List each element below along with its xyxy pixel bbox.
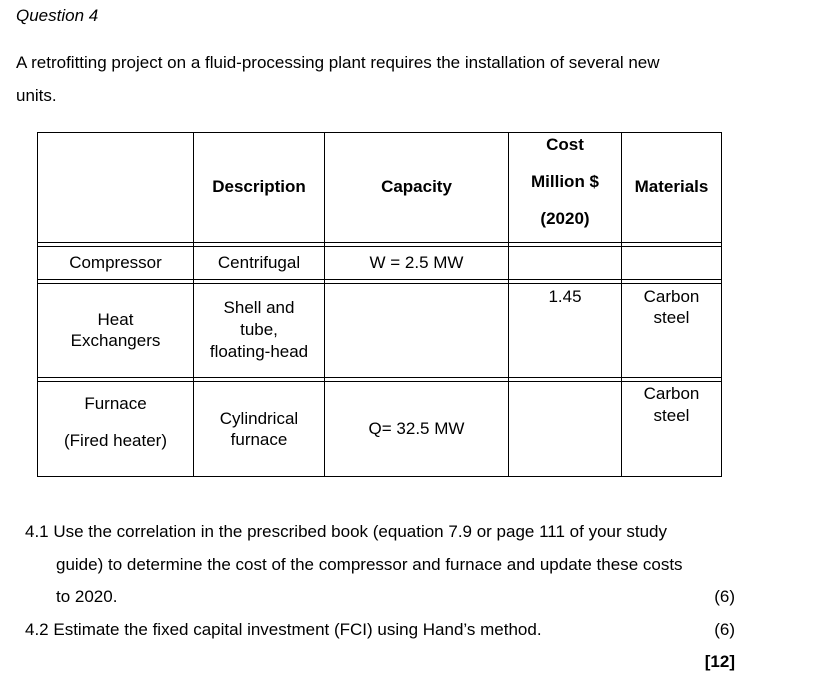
question-4-1-line2: guide) to determine the cost of the compressor and furnace and update these costs xyxy=(56,555,683,574)
header-cost-line1: Cost xyxy=(546,135,584,154)
row3-capacity: Q= 32.5 MW xyxy=(368,418,465,438)
intro-line-1: A retrofitting project on a fluid-processing plant requires the installation of several new xyxy=(16,53,660,72)
row2-materials-line2: steel xyxy=(653,308,690,327)
header-materials: Materials xyxy=(634,177,709,196)
row2-unit xyxy=(38,283,193,377)
row3-unit xyxy=(38,381,193,476)
row3-materials-line1: Carbon xyxy=(643,384,700,403)
row1-unit: Compressor xyxy=(69,252,162,272)
row2-description-line3: floating-head xyxy=(209,342,309,361)
intro-line-2: units. xyxy=(16,86,57,105)
row3-description-line2: furnace xyxy=(230,429,288,449)
row2-unit-line1: Heat xyxy=(97,310,134,329)
row1-capacity: W = 2.5 MW xyxy=(369,252,464,272)
row3-materials-line2: steel xyxy=(653,406,690,425)
row2-cost: 1.45 xyxy=(548,287,582,306)
row2-description-line1: Shell and xyxy=(223,298,295,317)
row3-materials xyxy=(622,383,721,427)
row2-description xyxy=(194,283,324,377)
row1-description: Centrifugal xyxy=(217,252,301,272)
question-4-1-line1: 4.1 Use the correlation in the prescribed book (equation 7.9 or page 111 of your study xyxy=(25,522,667,541)
table-border-right xyxy=(721,132,722,477)
row3-description xyxy=(194,381,324,476)
row2-materials xyxy=(622,286,721,328)
question-total-marks: [12] xyxy=(704,652,735,671)
header-capacity: Capacity xyxy=(381,177,452,196)
row2-unit-line2: Exchangers xyxy=(70,331,161,350)
header-cost xyxy=(509,132,621,242)
question-title: Question 4 xyxy=(16,6,99,25)
header-description: Description xyxy=(212,177,306,196)
table-border-bottom xyxy=(37,476,722,477)
units-table xyxy=(37,132,722,477)
row3-unit-line2: (Fired heater) xyxy=(64,431,167,450)
header-cost-line3: (2020) xyxy=(540,209,590,228)
header-cost-line2: Million $ xyxy=(531,172,599,191)
question-4-2: 4.2 Estimate the fixed capital investment (FCI) using Hand’s method. xyxy=(25,620,542,639)
row2-materials-line1: Carbon xyxy=(643,287,700,306)
question-4-1-marks: (6) xyxy=(714,587,735,606)
row2-description-line2: tube, xyxy=(240,320,278,339)
question-4-2-marks: (6) xyxy=(714,620,735,639)
row3-unit-line1: Furnace xyxy=(84,394,147,413)
question-4-1-line3: to 2020. xyxy=(56,587,118,606)
row3-description-line1: Cylindrical xyxy=(219,408,299,428)
